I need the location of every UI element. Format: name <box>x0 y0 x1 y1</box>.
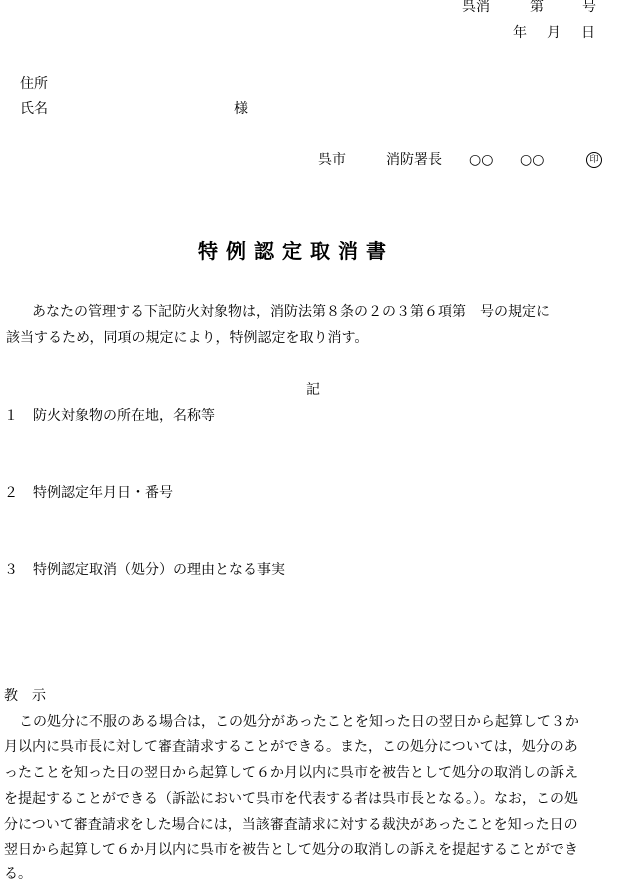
notice-heading: 教 示 <box>4 688 46 704</box>
address-label: 住所 <box>20 76 48 92</box>
doc-number-dai: 第 <box>530 0 544 15</box>
notice-line: る。 <box>4 866 32 882</box>
item-number: １ <box>4 408 18 424</box>
item-number: ２ <box>4 485 18 501</box>
issuer-name-part2: ○○ <box>520 152 545 168</box>
document-title: 特例認定取消書 <box>198 239 394 263</box>
notice-line: 翌日から起算して６か月以内に呉市を被告として処分の取消しの訴えを提起することができ <box>4 842 578 858</box>
item-text: 特例認定年月日・番号 <box>33 485 173 501</box>
notice-line: 分について審査請求をした場合には，当該審査請求に対する裁決があったことを知った日の <box>4 817 578 833</box>
body-line-2: 該当するため，同項の規定により，特例認定を取り消す。 <box>6 330 369 346</box>
issuer-name-part1: ○○ <box>469 152 494 168</box>
ki-heading: 記 <box>306 382 320 398</box>
body-line-1: あなたの管理する下記防火対象物は，消防法第８条の２の３第６項第 号の規定に <box>32 304 550 320</box>
item-text: 特例認定取消（処分）の理由となる事実 <box>33 562 285 578</box>
notice-line: を提起することができる（訴訟において呉市を代表する者は呉市長となる。）。なお，この処 <box>4 791 578 807</box>
notice-line: この処分に不服のある場合は，この処分があったことを知った日の翌日から起算して３か <box>19 714 579 730</box>
date-month: 月 <box>547 25 561 41</box>
notice-line: 月以内に呉市長に対して審査請求することができる。また，この処分については，処分のあ <box>4 739 578 755</box>
notice-line: ったことを知った日の翌日から起算して６か月以内に呉市を被告として処分の取消しの訴え <box>4 765 578 781</box>
doc-number-go: 号 <box>582 0 596 15</box>
honorific: 様 <box>234 101 248 117</box>
item-text: 防火対象物の所在地，名称等 <box>33 408 215 424</box>
doc-number-office: 呉消 <box>462 0 490 15</box>
issuer-title: 消防署長 <box>386 152 442 168</box>
name-label: 氏名 <box>20 101 48 117</box>
issuer-city: 呉市 <box>318 152 346 168</box>
seal-mark: 印 <box>586 152 602 168</box>
item-number: ３ <box>4 562 18 578</box>
date-day: 日 <box>581 25 595 41</box>
date-year: 年 <box>513 25 527 41</box>
